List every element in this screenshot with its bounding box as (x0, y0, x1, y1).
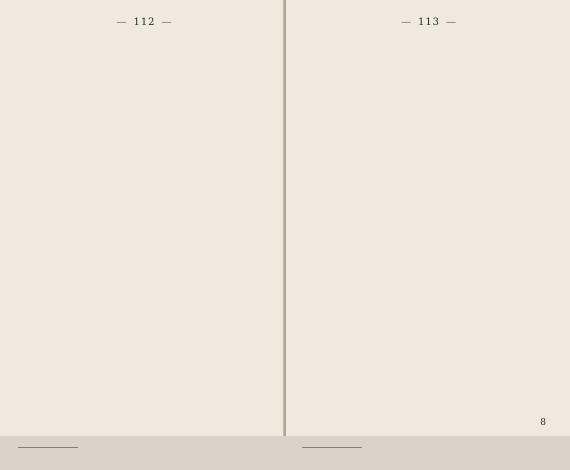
text-line (18, 239, 271, 250)
text-line (18, 399, 271, 410)
text-line (18, 260, 271, 271)
text-line (302, 367, 556, 378)
text-line (302, 36, 556, 47)
text-line (302, 186, 556, 197)
footnote-rule (302, 447, 362, 448)
text-line (18, 143, 271, 154)
text-line (302, 271, 556, 282)
text-line (302, 431, 556, 442)
text-line (18, 314, 271, 325)
text-line (18, 271, 271, 282)
text-line (302, 314, 556, 325)
text-line (18, 293, 271, 304)
text-line (302, 260, 556, 271)
text-line (302, 132, 556, 143)
text-line (302, 196, 556, 207)
text-line (302, 357, 556, 368)
footnote-line (18, 452, 271, 461)
running-head (302, 14, 556, 30)
text-line (302, 207, 556, 218)
footnote (302, 452, 556, 470)
left-page (0, 0, 284, 436)
text-line (18, 207, 271, 218)
text-line (18, 421, 271, 432)
body-text (302, 36, 556, 442)
text-line (18, 154, 271, 165)
text-line (302, 399, 556, 410)
text-line (302, 303, 556, 314)
text-line (18, 132, 271, 143)
text-line (302, 111, 556, 122)
running-head (18, 14, 271, 30)
text-line (18, 410, 271, 421)
text-line (302, 79, 556, 90)
text-line (18, 57, 271, 68)
text-line (302, 378, 556, 389)
page-number: 113 (417, 16, 441, 28)
head-dash-right: — (161, 16, 173, 28)
text-line (302, 239, 556, 250)
text-line (302, 122, 556, 133)
text-line (302, 175, 556, 186)
text-line (302, 89, 556, 100)
text-line (18, 111, 271, 122)
text-line (18, 164, 271, 175)
text-line (302, 57, 556, 68)
text-line (18, 196, 271, 207)
text-line (18, 79, 271, 90)
text-line (18, 325, 271, 336)
body-text (18, 36, 271, 442)
text-line (302, 410, 556, 421)
text-line (18, 335, 271, 346)
text-line (302, 346, 556, 357)
text-line (18, 186, 271, 197)
text-line (302, 282, 556, 293)
text-line (18, 250, 271, 261)
text-line (302, 250, 556, 261)
text-line (18, 378, 271, 389)
text-line (302, 154, 556, 165)
footnote-line (302, 461, 556, 470)
footnote (18, 452, 271, 461)
page-number: 112 (133, 16, 156, 28)
text-line (18, 218, 271, 229)
text-line (18, 303, 271, 314)
text-line (302, 218, 556, 229)
head-dash-left: — (400, 16, 412, 28)
text-line (18, 346, 271, 357)
text-line (302, 335, 556, 346)
head-dash-right: — (446, 16, 458, 28)
text-line (18, 431, 271, 442)
text-line (302, 421, 556, 432)
text-line (18, 282, 271, 293)
right-page (286, 0, 570, 436)
footnote-rule (18, 447, 78, 448)
text-line (18, 228, 271, 239)
signature-mark: 8 (540, 418, 546, 428)
text-line (18, 367, 271, 378)
text-line (302, 143, 556, 154)
text-line (18, 47, 271, 58)
text-line (302, 389, 556, 400)
text-line (302, 68, 556, 79)
text-line (18, 122, 271, 133)
text-line (302, 293, 556, 304)
text-line (18, 68, 271, 79)
text-line (18, 389, 271, 400)
text-line (302, 100, 556, 111)
text-line (18, 357, 271, 368)
text-line (302, 47, 556, 58)
text-line (18, 89, 271, 100)
text-line (18, 175, 271, 186)
text-line (302, 164, 556, 175)
text-line (18, 100, 271, 111)
text-line (18, 36, 271, 47)
text-line (302, 325, 556, 336)
text-line (302, 228, 556, 239)
head-dash-left: — (116, 16, 128, 28)
footnote-line (302, 452, 556, 461)
